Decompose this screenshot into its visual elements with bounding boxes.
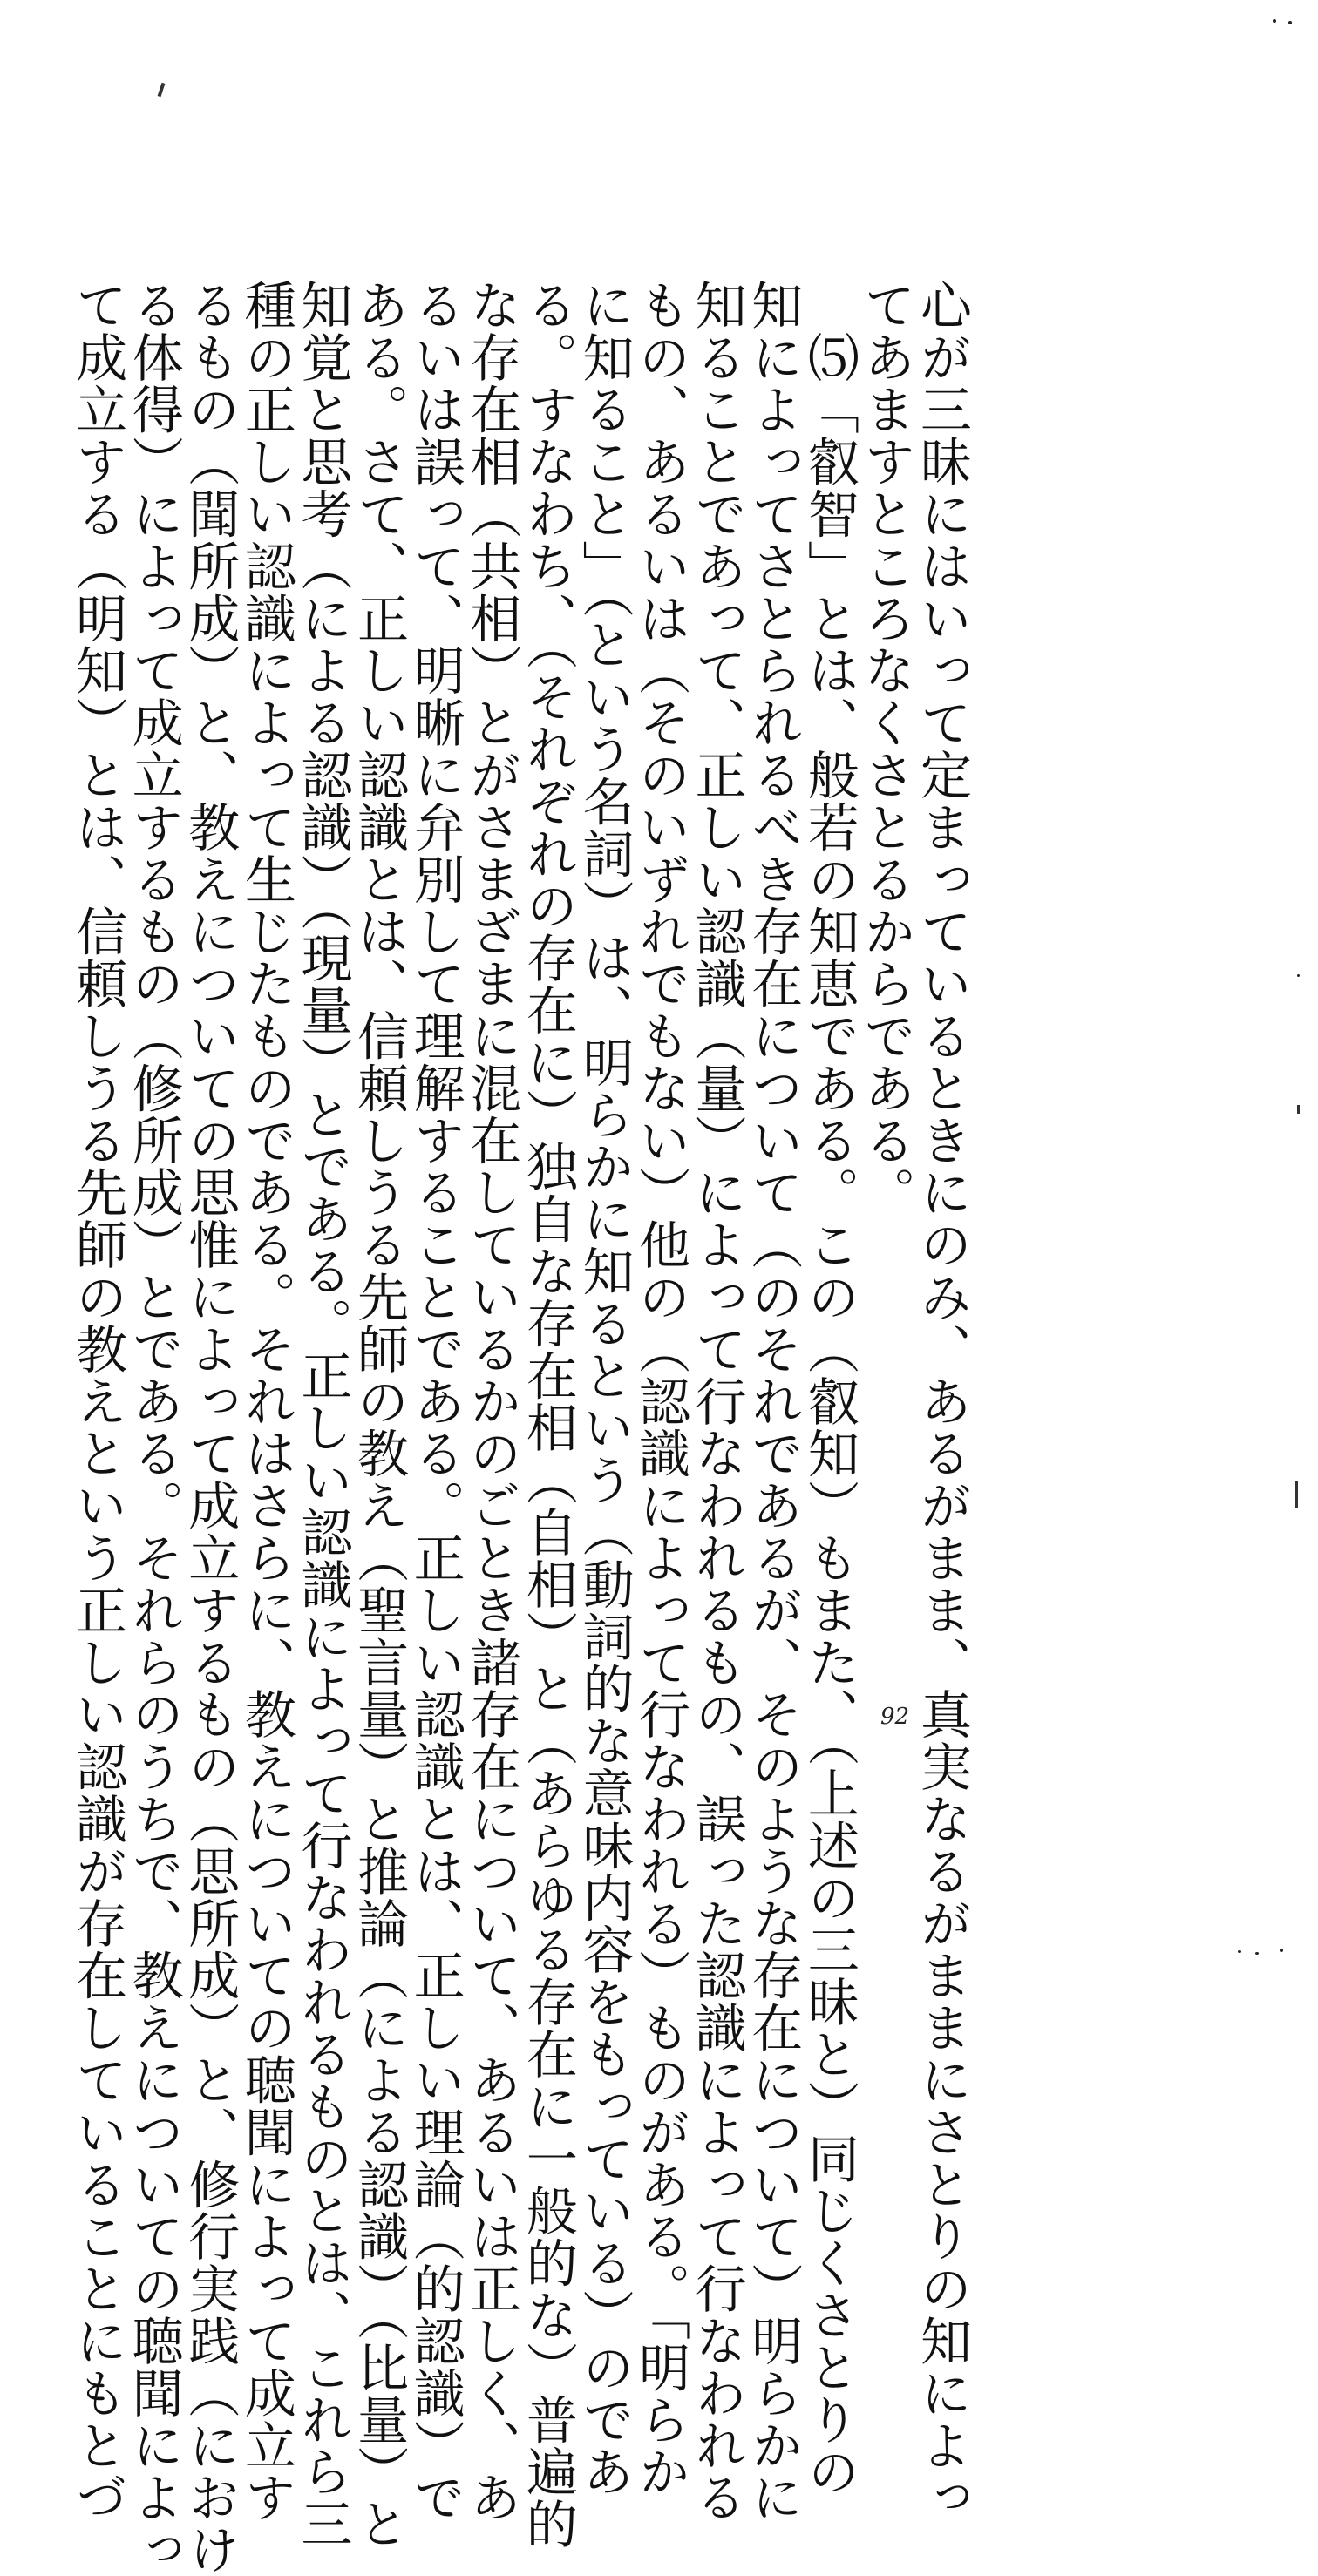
scan-speck xyxy=(1255,1952,1259,1955)
scan-speck xyxy=(1297,974,1300,977)
text-line: 知覚と思考（による認識）（現量）とである。正しい認識によって行なわれるものとは、これら三 xyxy=(292,279,353,2551)
text-line: る体得）によって成立するもの（修所成）とである。それらのうちで、教えについての聴聞によっ xyxy=(123,279,184,2576)
text-line: て成立する（明知）とは、信頼しうる先師の教えという正しい認識が存在していることにもとづ xyxy=(67,279,128,2524)
scan-mark xyxy=(158,83,166,97)
text-line: ⑸「叡智」とは、般若の知恵である。この（叡知）もまた、（上述の三昧と）同じくさとりの xyxy=(798,279,859,2498)
scan-mark xyxy=(1295,1481,1298,1508)
text-line: 種の正しい認識によって生じたものである。それはさらに、教えについての聴聞によって成立す xyxy=(235,279,296,2524)
scan-mark xyxy=(1297,1105,1300,1114)
text-line: るもの（聞所成）と、教えについての思惟によって成立するもの（思所成）と、修行実践（におけ xyxy=(180,279,241,2576)
text-line: てあますところなくさとるからである。 xyxy=(855,279,916,1219)
text-line: 知ることであって、正しい認識（量）によって行なわれるもの、誤った認識によって行なわれる xyxy=(686,279,747,2524)
text-line: る。すなわち、（それぞれの存在に）独自な存在相（自相）と（あらゆる存在に一般的な）普遍的 xyxy=(517,279,578,2551)
text-line: 心が三昧にはいって定まっているときにのみ、あるがまま、真実なるがままにさとりの知によっ xyxy=(912,279,972,2524)
text-line: もの、あるいは（そのいずれでもない）他の（認識によって行なわれる）ものがある。「明らか xyxy=(630,279,691,2498)
text-line: 知によってさとられるべき存在について（のそれであるが、そのような存在について）明らかに xyxy=(743,279,804,2524)
text-line: な存在相（共相）とがさまざまに混在しているかのごとき諸存在について、あるいは正しく、あ xyxy=(461,279,522,2524)
text-line: ある。さて、正しい認識とは、信頼しうる先師の教え（聖言量）と推論（による認識）（比量）と xyxy=(349,279,410,2551)
text-line: るいは誤って、明晰に弁別して理解することである。正しい認識とは、正しい理論（的認識）で xyxy=(404,279,465,2524)
page-number: 92 xyxy=(880,1704,910,1730)
scan-speck xyxy=(1273,19,1276,23)
scan-speck xyxy=(1238,1950,1241,1953)
scan-speck xyxy=(1288,21,1292,24)
scan-speck xyxy=(1280,1949,1283,1952)
text-line: に知ること」（という名詞）は、明らかに知るという（動詞的な意味内容をもっている）のであ xyxy=(574,279,635,2498)
